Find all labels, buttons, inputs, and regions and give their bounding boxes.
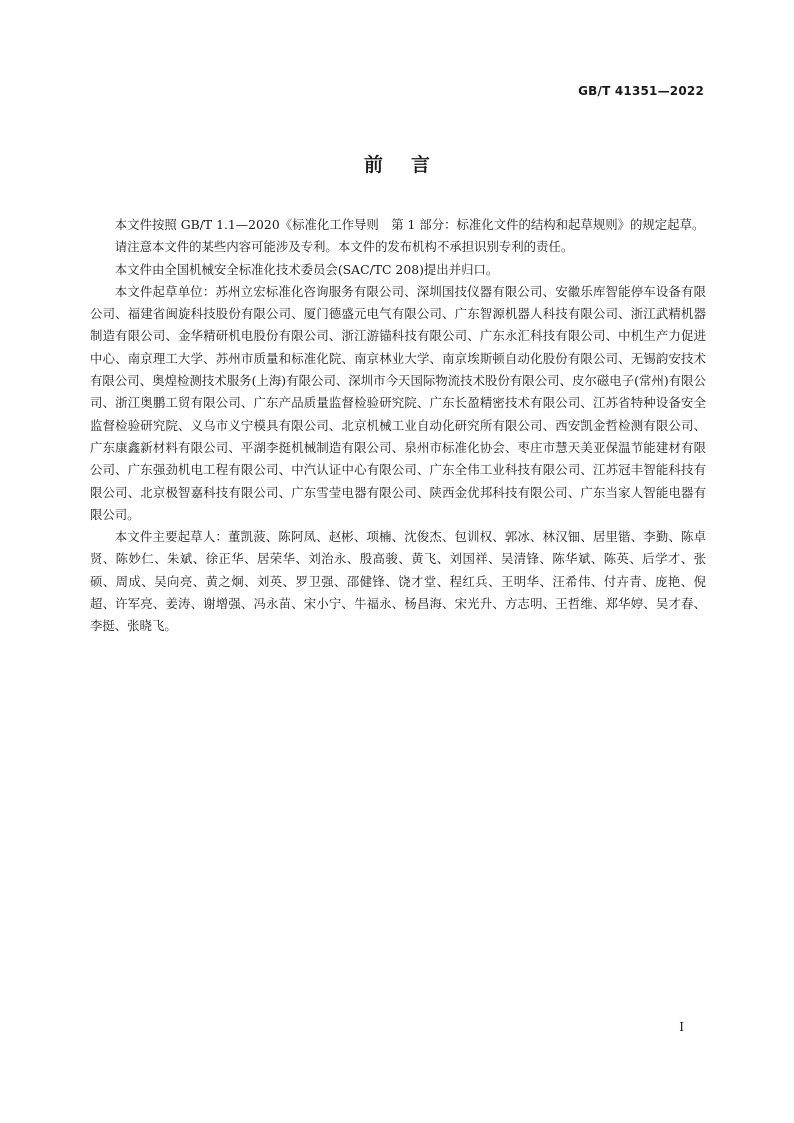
- page-number: I: [679, 1020, 684, 1034]
- paragraph-drafters: 本文件主要起草人：董凯菠、陈阿凤、赵彬、项楠、沈俊杰、包训权、郭冰、林汉钿、居里锴、李勤、陈卓贤、陈妙仁、朱斌、徐正华、居荣华、刘治永、殷高骏、黄飞、刘国祥、吴清锋、陈华斌、陈英、后学才、张硕、周成、吴向亮、黄之炯、刘英、罗卫强、邵健锋、饶才堂、程红兵、王明华、汪希伟、付卉青、庞艳、倪超、许军亮、姜涛、谢增强、冯永苗、宋小宁、牛福永、杨昌海、宋光升、方志明、王哲维、郑华婷、吴才春、李挺、张晓飞。: [90, 529, 706, 634]
- paragraph-patent-notice: 请注意本文件的某些内容可能涉及专利。本文件的发布机构不承担识别专利的责任。: [114, 239, 574, 255]
- body-text: [90, 214, 706, 638]
- paragraph-drafting-rules: 本文件按照 GB/T 1.1—2020《标准化工作导则 第 1 部分：标准化文件的结构和起草规则》的规定起草。: [114, 217, 705, 232]
- page-title: 前言: [363, 154, 458, 176]
- paragraph-proposer: 本文件由全国机械安全标准化技术委员会(SAC/TC 208)提出并归口。: [114, 261, 499, 277]
- standard-number: GB/T 41351—2022: [578, 84, 704, 98]
- paragraph-drafting-units: 本文件起草单位：苏州立宏标准化咨询服务有限公司、深圳国技仪器有限公司、安徽乐库智能停车设备有限公司、福建省闽旋科技股份有限公司、厦门德盛元电气有限公司、广东智源机器人科技有限公司、浙江武精机器制造有限公司、金华精研机电股份有限公司、浙江游锚科技有限公司、广东永汇科技有限公司、中机生产力促进中心、南京理工大学、苏州市质量和标准化院、南京林业大学、南京埃斯顿自动化股份有限公司、无锡韵安技术有限公司、奥煌检测技术服务(上海)有限公司、深圳市今天国际物流技术股份有限公司、皮尔磁电子(常州)有限公司、浙江奥鹏工贸有限公司、广东产品质量监督检验研究院、广东长盈精密技术有限公司、江苏省特种设备安全监督检验研究院、义乌市义宁模具有限公司、北京机械工业自动化研究所有限公司、西安凯金哲检测有限公司、广东康鑫新材料有限公司、平湖李挺机械制造有限公司、泉州市标准化协会、枣庄市慧天美亚保温节能建材有限公司、广东强劲机电工程有限公司、中汽认证中心有限公司、广东全伟工业科技有限公司、江苏冠丰智能科技有限公司、北京极智嘉科技有限公司、广东雪莹电器有限公司、陕西金优邦科技有限公司、广东当家人智能电器有限公司。: [90, 283, 706, 522]
